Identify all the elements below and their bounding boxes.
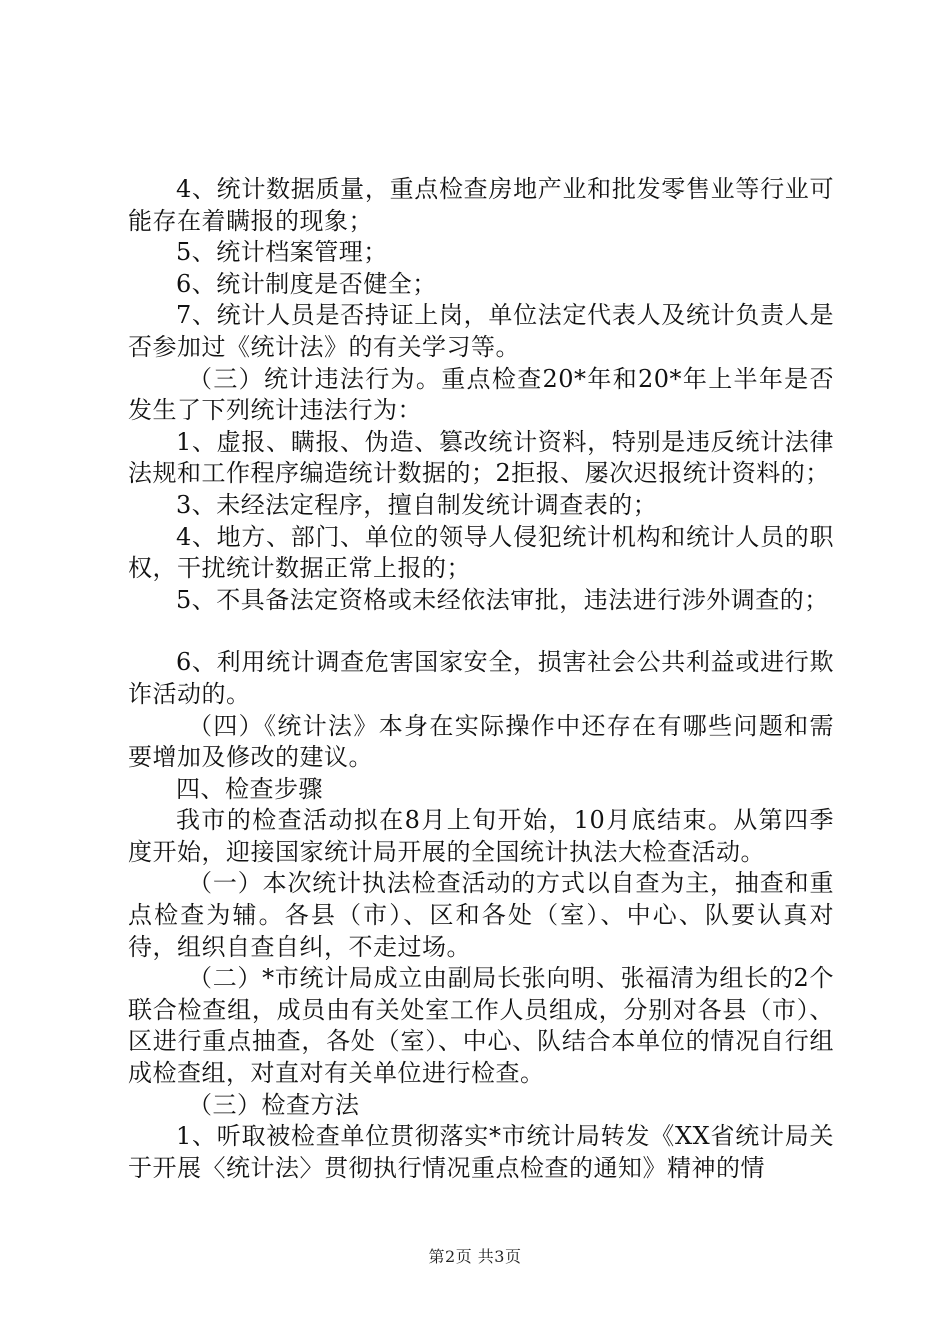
blank-line (128, 616, 834, 647)
heading-inspection-steps: 四、检查步骤 (176, 774, 323, 803)
paragraph-item-7: 7、统计人员是否持证上岗，单位法定代表人及统计负责人是否参加过《统计法》的有关学习等。 (128, 301, 834, 361)
paragraph-violation-3: 3、未经法定程序，擅自制发统计调查表的； (176, 490, 658, 519)
page-number-footer: 第2页 共3页 (428, 1247, 522, 1266)
paragraph-violation-6: 6、利用统计调查危害国家安全，损害社会公共利益或进行欺诈活动的。 (128, 648, 834, 708)
document-body (128, 174, 834, 1184)
paragraph-method-1: 1、听取被检查单位贯彻落实*市统计局转发《XX省统计局关于开展〈统计法〉贯彻执行情况重点检查的通知》精神的情 (128, 1122, 834, 1182)
paragraph-schedule: 我市的检查活动拟在8月上旬开始，10月底结束。从第四季度开始，迎接国家统计局开展的全国统计执法大检查活动。 (128, 806, 834, 866)
paragraph-step-2: （二）*市统计局成立由副局长张向明、张福清为组长的2个联合检查组，成员由有关处室工作人员组成，分别对各县（市）、区进行重点抽查，各处（室）、中心、队结合本单位的情况自行组成检查组，对直对有关单位进行检查。 (128, 964, 834, 1088)
paragraph-violation-4: 4、地方、部门、单位的领导人侵犯统计机构和统计人员的职权，干扰统计数据正常上报的； (128, 522, 834, 583)
heading-inspection-method: （三）检查方法 (188, 1090, 360, 1119)
paragraph-section-3: （三）统计违法行为。重点检查20*年和20*年上半年是否发生了下列统计违法行为： (128, 364, 834, 425)
paragraph-item-6: 6、统计制度是否健全； (176, 269, 437, 298)
paragraph-step-1: （一）本次统计执法检查活动的方式以自查为主，抽查和重点检查为辅。各县（市）、区和各处（室）、中心、队要认真对待，组织自查自纠，不走过场。 (128, 869, 834, 961)
paragraph-violation-1-2: 1、虚报、瞒报、伪造、篡改统计资料，特别是违反统计法律法规和工作程序编造统计数据的；2拒报、屡次迟报统计资料的； (128, 427, 834, 488)
paragraph-item-4: 4、统计数据质量，重点检查房地产业和批发零售业等行业可能存在着瞒报的现象； (128, 175, 834, 235)
paragraph-item-5: 5、统计档案管理； (176, 238, 388, 267)
paragraph-section-4: （四）《统计法》本身在实际操作中还存在有哪些问题和需要增加及修改的建议。 (128, 711, 834, 772)
paragraph-violation-5: 5、不具备法定资格或未经依法审批，违法进行涉外调查的； (176, 585, 829, 614)
